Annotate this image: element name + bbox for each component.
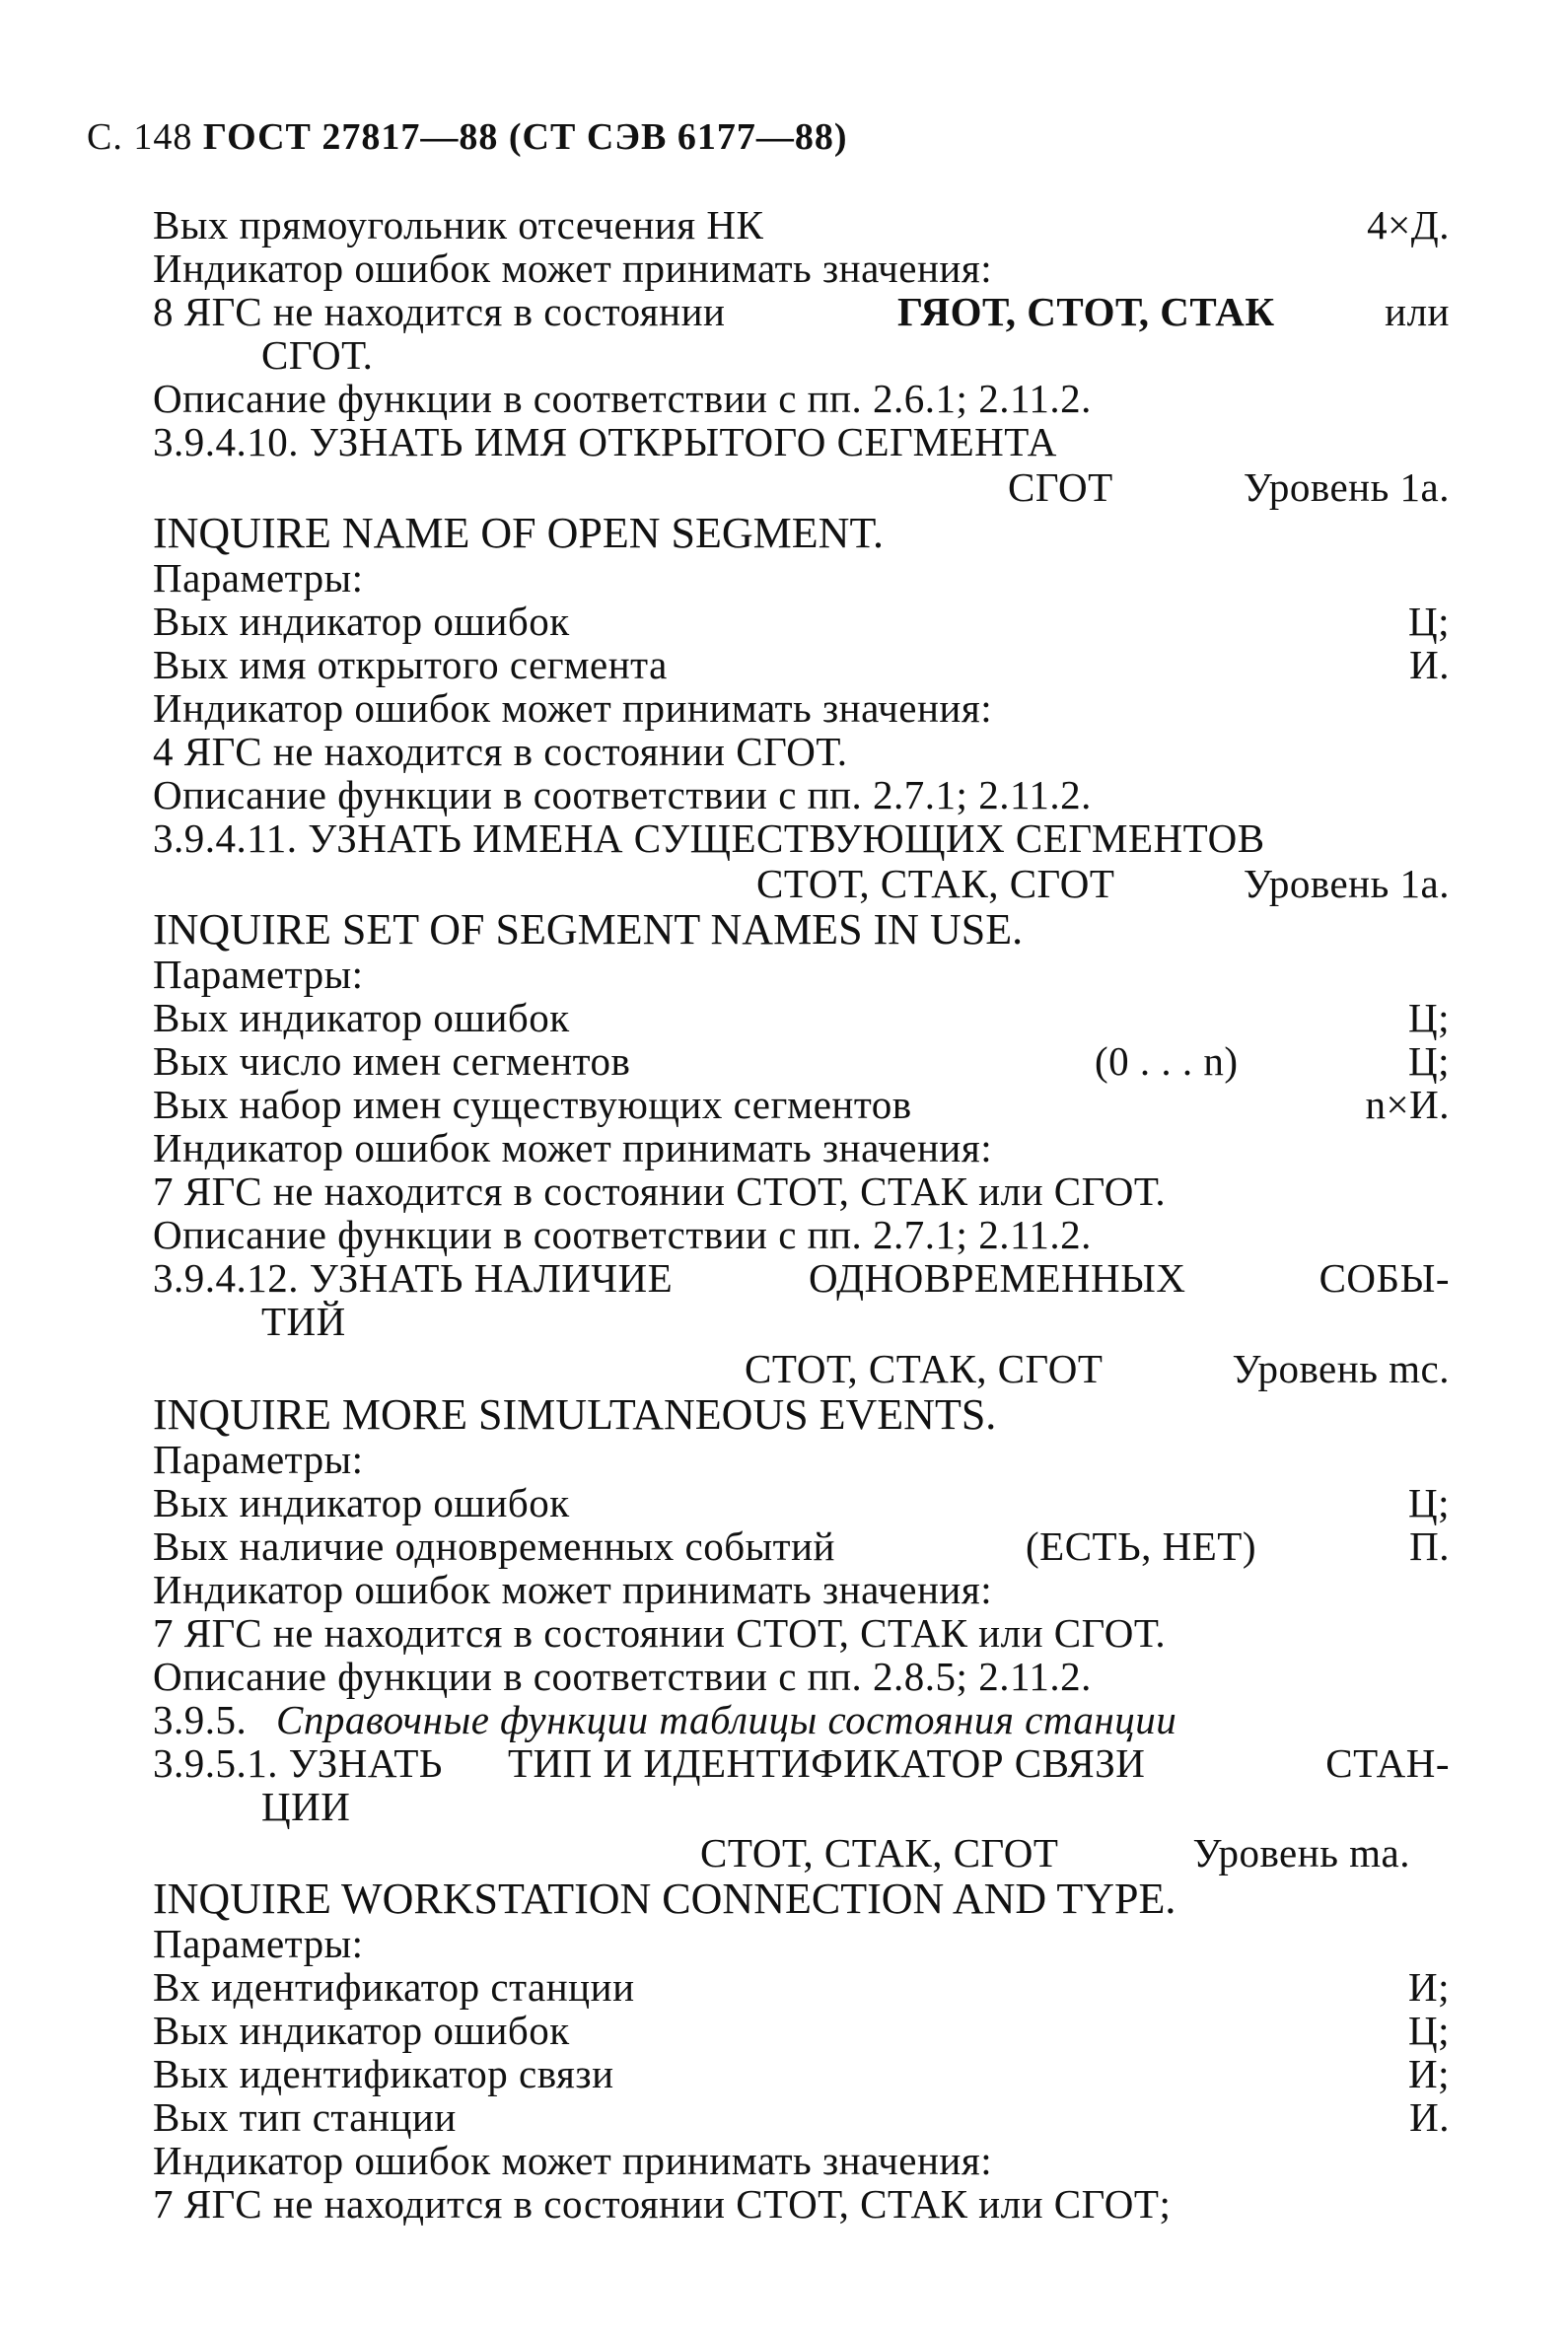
text-line xyxy=(153,1082,1450,1127)
param-name: Вых число имен сегментов xyxy=(153,1038,631,1084)
function-description: Описание функции в соответствии с пп. 2.7.1; 2.11.2. xyxy=(153,772,1092,817)
text-line xyxy=(153,2094,1450,2140)
text-line xyxy=(153,464,1450,510)
text-line xyxy=(153,1346,1450,1391)
error-code: 4 ЯГС не находится в состоянии СГОТ. xyxy=(153,729,848,774)
error-indicator-note: Индикатор ошибок может принимать значения: xyxy=(153,1567,993,1612)
text-line xyxy=(153,1437,1450,1482)
param-type: Ц; xyxy=(1408,995,1450,1040)
param-type: Ц; xyxy=(1408,1038,1450,1084)
page-number: С. 148 xyxy=(87,116,193,158)
text-line xyxy=(153,729,1450,774)
text-line xyxy=(153,2138,1450,2183)
error-indicator-note: Индикатор ошибок может принимать значения: xyxy=(153,2138,993,2183)
text-line xyxy=(153,772,1450,817)
text-line xyxy=(153,1038,1450,1084)
english-function-name: INQUIRE MORE SIMULTANEOUS EVENTS. xyxy=(153,1390,997,1439)
level-label: Уровень 1а. xyxy=(1243,464,1450,510)
param-name: Вых набор имен существующих сегментов xyxy=(153,1082,912,1127)
param-name: Вых индикатор ошибок xyxy=(153,599,570,644)
text-line xyxy=(153,1212,1450,1257)
level-label: Уровень ma. xyxy=(1192,1830,1410,1875)
error-code: 7 ЯГС не находится в состоянии СТОТ, СТАК или СГОТ. xyxy=(153,1610,1167,1656)
param-range: (ЕСТЬ, НЕТ) xyxy=(1026,1523,1256,1569)
param-type: n×И. xyxy=(1365,1082,1450,1127)
function-description: Описание функции в соответствии с пп. 2.7.1; 2.11.2. xyxy=(153,1212,1092,1257)
english-title xyxy=(153,511,1450,556)
subsection-heading xyxy=(153,1697,1450,1742)
section-title: 3.9.4.10. УЗНАТЬ ИМЯ ОТКРЫТОГО СЕГМЕНТА xyxy=(153,419,1057,464)
page-header xyxy=(87,115,848,159)
error-code: 7 ЯГС не находится в состоянии СТОТ, СТАК или СГОТ. xyxy=(153,1168,1167,1214)
parameters-label: Параметры: xyxy=(153,1921,364,1966)
parameters-label: Параметры: xyxy=(153,952,364,997)
param-type: И; xyxy=(1408,2051,1450,2096)
param-name: Вых идентификатор связи xyxy=(153,2051,614,2096)
param-type: Ц; xyxy=(1408,2008,1450,2053)
section-title: 3.9.4.12. УЗНАТЬ НАЛИЧИЕ xyxy=(153,1255,674,1301)
error-indicator-note: Индикатор ошибок может принимать значения: xyxy=(153,1125,993,1170)
param-name: Вых индикатор ошибок xyxy=(153,995,570,1040)
param-name: Вых наличие одновременных событий xyxy=(153,1523,835,1569)
state-list-continued: СГОТ. xyxy=(261,332,374,378)
section-title-part: ОДНОВРЕМЕННЫХ xyxy=(809,1255,1186,1301)
section-heading xyxy=(153,1740,1450,1786)
param-name: Вых тип станции xyxy=(153,2094,457,2140)
state-list: ГЯОТ, СТОТ, СТАК xyxy=(897,289,1275,334)
section-heading xyxy=(153,815,1450,861)
section-title: 3.9.5.1. УЗНАТЬ xyxy=(153,1740,443,1786)
text-line xyxy=(153,2051,1450,2096)
state-list: СТОТ, СТАК, СГОТ xyxy=(700,1830,1059,1875)
subsection-number: 3.9.5. xyxy=(153,1697,248,1742)
text-line xyxy=(153,1168,1450,1214)
section-title-continued: ТИЙ xyxy=(261,1299,346,1344)
section-title-part: ТИП И ИДЕНТИФИКАТОР СВЯЗИ xyxy=(508,1740,1146,1786)
text-line xyxy=(261,1299,1450,1344)
text-line xyxy=(153,1610,1450,1656)
param-name: Вых имя открытого сегмента xyxy=(153,642,668,687)
text-line xyxy=(153,1480,1450,1525)
error-code: 8 ЯГС не находится в состоянии xyxy=(153,289,726,334)
english-function-name: INQUIRE NAME OF OPEN SEGMENT. xyxy=(153,509,885,557)
text-line xyxy=(153,376,1450,421)
english-function-name: INQUIRE WORKSTATION CONNECTION AND TYPE. xyxy=(153,1875,1176,1923)
text-line xyxy=(153,1964,1450,2010)
function-description: Описание функции в соответствии с пп. 2.8.5; 2.11.2. xyxy=(153,1654,1092,1699)
param-name: Вх идентификатор станции xyxy=(153,1964,635,2010)
param-range: (0 . . . n) xyxy=(1095,1038,1239,1084)
section-title: 3.9.4.11. УЗНАТЬ ИМЕНА СУЩЕСТВУЮЩИХ СЕГМЕНТОВ xyxy=(153,815,1265,861)
english-function-name: INQUIRE SET OF SEGMENT NAMES IN USE. xyxy=(153,905,1024,954)
text-line xyxy=(153,202,1450,248)
text-line xyxy=(153,1567,1450,1612)
error-code: 7 ЯГС не находится в состоянии СТОТ, СТАК или СГОТ; xyxy=(153,2181,1172,2227)
text-line xyxy=(153,861,1450,906)
section-title-continued: ЦИИ xyxy=(261,1784,351,1829)
param-type: И. xyxy=(1409,2094,1450,2140)
param-type: Ц; xyxy=(1408,1480,1450,1525)
param-type: И; xyxy=(1408,1964,1450,2010)
param-name: Вых индикатор ошибок xyxy=(153,1480,570,1525)
error-indicator-note: Индикатор ошибок может принимать значения: xyxy=(153,246,993,291)
param-type: 4×Д. xyxy=(1367,202,1450,248)
text-line xyxy=(153,555,1450,601)
state-list: СТОТ, СТАК, СГОТ xyxy=(756,861,1115,906)
function-description: Описание функции в соответствии с пп. 2.6.1; 2.11.2. xyxy=(153,376,1092,421)
state-list: СГОТ xyxy=(1008,464,1113,510)
text-line xyxy=(153,1654,1450,1699)
state-list: СТОТ, СТАК, СГОТ xyxy=(745,1346,1104,1391)
standard-title: ГОСТ 27817—88 (СТ СЭВ 6177—88) xyxy=(202,116,848,158)
text-line xyxy=(153,1523,1450,1569)
parameters-label: Параметры: xyxy=(153,555,364,601)
param-type: И. xyxy=(1409,642,1450,687)
text-line xyxy=(153,995,1450,1040)
parameters-label: Параметры: xyxy=(153,1437,364,1482)
param-name: Вых индикатор ошибок xyxy=(153,2008,570,2053)
section-title-part: СТАН- xyxy=(1325,1740,1450,1786)
subsection-title: Справочные функции таблицы состояния станции xyxy=(276,1697,1177,1742)
section-heading xyxy=(153,419,1450,464)
conjunction: или xyxy=(1385,289,1450,334)
param-type: П. xyxy=(1409,1523,1450,1569)
text-line xyxy=(261,332,1450,378)
section-title-part: СОБЫ- xyxy=(1319,1255,1450,1301)
text-line xyxy=(153,2008,1450,2053)
text-line xyxy=(153,2181,1450,2227)
english-title xyxy=(153,907,1450,953)
param-name: Вых прямоугольник отсечения НК xyxy=(153,202,764,248)
text-line xyxy=(153,599,1450,644)
level-label: Уровень 1а. xyxy=(1243,861,1450,906)
text-line xyxy=(153,1921,1450,1966)
text-line xyxy=(153,289,1450,334)
english-title xyxy=(153,1392,1450,1438)
text-line xyxy=(153,685,1450,731)
level-label: Уровень mc. xyxy=(1232,1346,1450,1391)
text-line xyxy=(153,1125,1450,1170)
param-type: Ц; xyxy=(1408,599,1450,644)
text-line xyxy=(153,952,1450,997)
error-indicator-note: Индикатор ошибок может принимать значения: xyxy=(153,685,993,731)
section-heading xyxy=(153,1255,1450,1301)
text-line xyxy=(261,1784,1450,1829)
text-line xyxy=(153,642,1450,687)
english-title xyxy=(153,1876,1450,1922)
text-line xyxy=(153,246,1450,291)
text-line xyxy=(153,1830,1450,1875)
